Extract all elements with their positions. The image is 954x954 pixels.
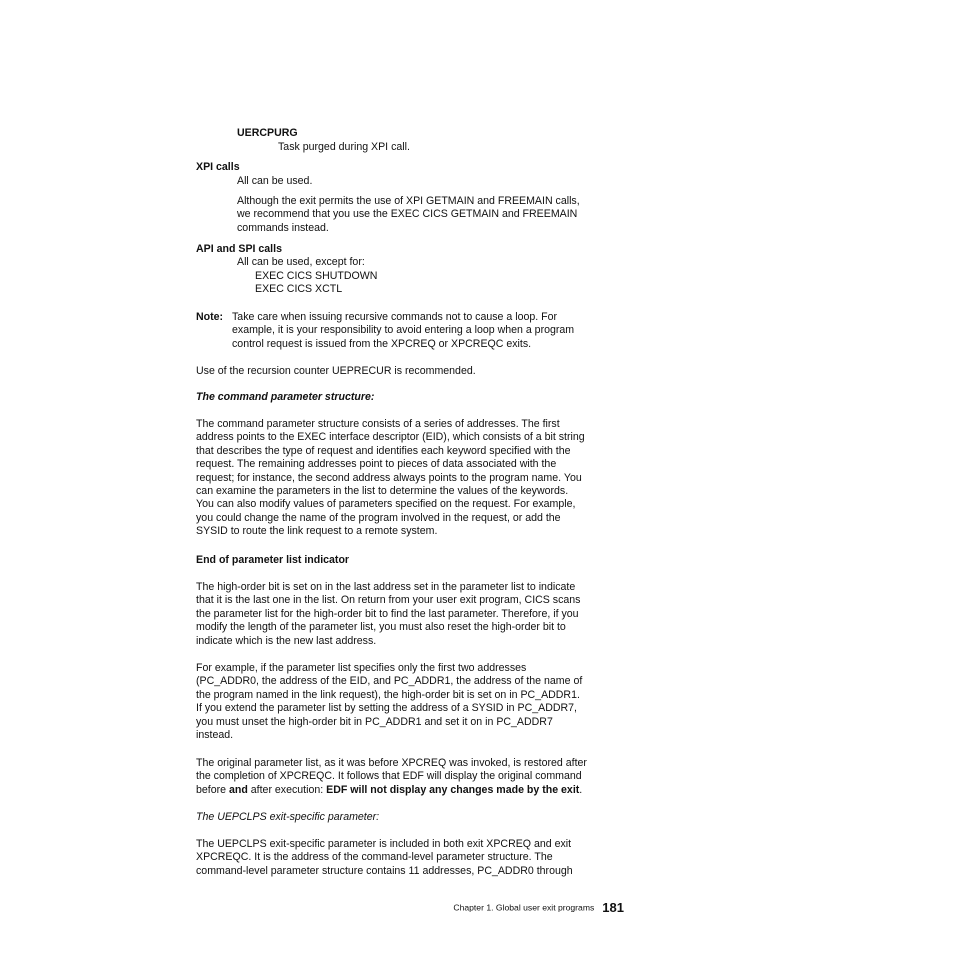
text-line: request; for instance, the second address always points to the program name. You xyxy=(196,471,582,484)
para-command-param xyxy=(196,418,585,539)
list-excepted-commands xyxy=(255,270,377,297)
note-label: Note: xyxy=(196,311,224,323)
para-high-order-bit xyxy=(196,581,580,648)
para-example xyxy=(196,662,582,742)
para-uepclps xyxy=(196,838,573,878)
text-run: after execution: xyxy=(247,783,327,796)
definition-uercpurg: Task purged during XPI call. xyxy=(278,141,410,153)
text-line: (PC_ADDR0, the address of the EID, and PC_ADDR1, the address of the name of xyxy=(196,675,583,688)
text-api-line1: All can be used, except for: xyxy=(237,256,365,268)
text-line: that it is the last one in the list. On return from your user exit program, CICS scans xyxy=(196,594,581,607)
text-line: control request is issued from the XPCREQ or XPCREQC exits. xyxy=(232,337,532,350)
text-line: The UEPCLPS exit-specific parameter is included in both exit XPCREQ and exit xyxy=(196,838,572,850)
text-line: request. The remaining addresses point to pieces of data associated with the xyxy=(196,458,557,471)
text-line: instead. xyxy=(196,729,234,742)
heading-uepclps: The UEPCLPS exit-specific parameter: xyxy=(196,811,380,823)
text-line: You can also modify values of parameters specified on the request. For example, xyxy=(196,498,576,511)
page-number: 181 xyxy=(602,900,624,915)
text-line: The original parameter list, as it was before XPCREQ was invoked, is restored after xyxy=(196,757,587,769)
command-item: EXEC CICS XCTL xyxy=(255,283,343,296)
text-run-bold: EDF will not display any changes made by the exit xyxy=(326,783,580,796)
text-line: For example, if the parameter list specifies only the first two addresses xyxy=(196,662,527,674)
text-line: the completion of XPCREQC. It follows that EDF will display the original command xyxy=(196,770,582,783)
text-recursion: Use of the recursion counter UEPRECUR is recommended. xyxy=(196,365,476,377)
text-run-bold: and xyxy=(228,783,248,796)
text-line: Take care when issuing recursive commands not to cause a loop. For xyxy=(232,311,558,323)
text-line: we recommend that you use the EXEC CICS GETMAIN and FREEMAIN xyxy=(237,208,578,221)
text-run: . xyxy=(579,783,583,796)
footer-chapter: Chapter 1. Global user exit programs xyxy=(453,902,595,913)
heading-api-spi-calls: API and SPI calls xyxy=(196,243,282,255)
text-line: that describes the type of request and identifies each keyword specified with the xyxy=(196,444,571,457)
text-line: you could change the name of the program involved in the request, or add the xyxy=(196,511,561,524)
text-line: can examine the parameters in the list to determine the values of the keywords. xyxy=(196,485,569,498)
text-line: If you extend the parameter list by setting the address of a SYSID in PC_ADDR7, xyxy=(196,702,577,715)
heading-xpi-calls: XPI calls xyxy=(196,161,240,173)
para-original-list xyxy=(196,757,587,797)
text-xpi-line1: All can be used. xyxy=(237,175,313,187)
text-line: the program named in the link request), the high-order bit is set on in PC_ADDR1. xyxy=(196,688,580,701)
text-line: XPCREQC. It is the address of the command-level parameter structure. The xyxy=(196,851,553,864)
text-line: example, it is your responsibility to avoid entering a loop when a program xyxy=(232,324,575,337)
text-line: modify the length of the parameter list, you must also reset the high-order bit to xyxy=(196,621,566,634)
text-line: SYSID to route the link request to a remote system. xyxy=(196,525,438,538)
heading-end-of-list: End of parameter list indicator xyxy=(196,554,350,566)
text-line: address points to the EXEC interface descriptor (EID), which consists of a bit string xyxy=(196,431,585,444)
text-line: you must unset the high-order bit in PC_ADDR1 and set it on in PC_ADDR7 xyxy=(196,715,553,728)
text-line: command-level parameter structure contains 11 addresses, PC_ADDR0 through xyxy=(196,864,573,877)
command-item: EXEC CICS SHUTDOWN xyxy=(255,270,378,282)
term-uercpurg: UERCPURG xyxy=(237,127,298,139)
heading-command-param: The command parameter structure: xyxy=(196,391,375,403)
text-line: indicate which is the new last address. xyxy=(196,634,377,647)
text-line-mixed xyxy=(196,784,587,797)
text-line: The command parameter structure consists of a series of addresses. The first xyxy=(196,418,560,430)
text-run: before xyxy=(196,783,229,796)
text-line: the parameter list for the high-order bit to find the last parameter. Therefore, if you xyxy=(196,607,579,620)
text-line: The high-order bit is set on in the last address set in the parameter list to indicate xyxy=(196,581,576,593)
page-footer xyxy=(420,900,624,915)
note-text xyxy=(232,311,574,351)
text-line: commands instead. xyxy=(237,221,329,234)
para-xpi-recommend xyxy=(237,195,580,235)
text-line: Although the exit permits the use of XPI GETMAIN and FREEMAIN calls, xyxy=(237,195,580,207)
